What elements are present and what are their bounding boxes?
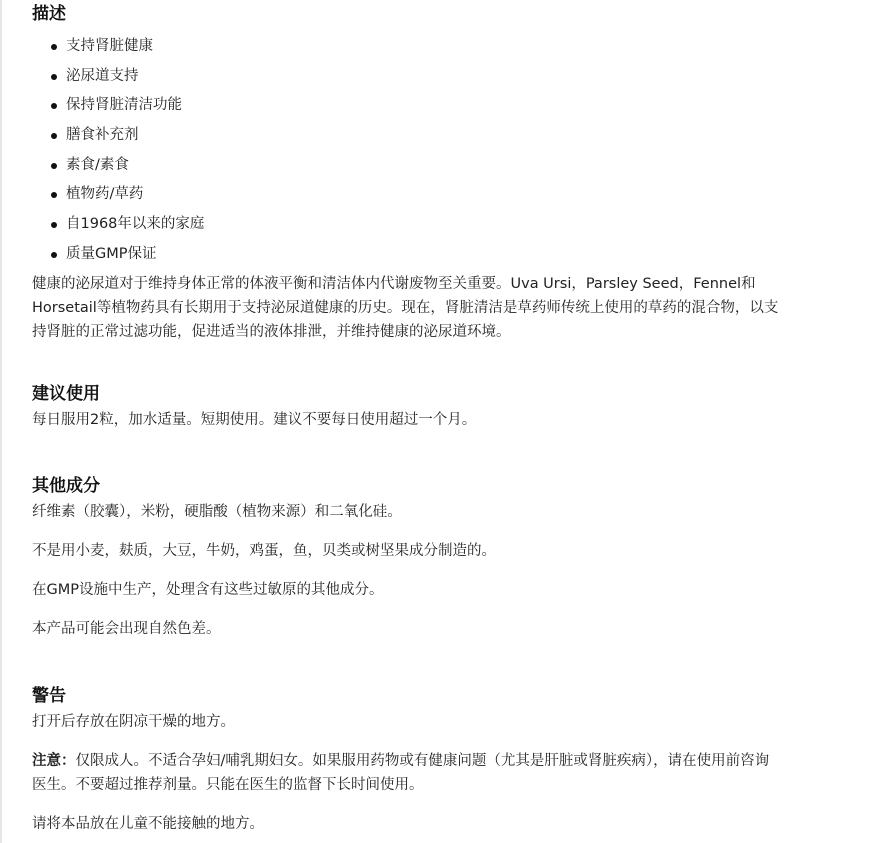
description-text-line: Horsetail等植物药具有长期用于支持泌尿道健康的历史。现在，肾脏清洁是草药师传统上使用的草药的混合物，以支 bbox=[32, 300, 779, 316]
list-item: 质量GMP保证 bbox=[50, 240, 852, 270]
list-item: 保持肾脏清洁功能 bbox=[50, 91, 852, 121]
bullet-icon bbox=[51, 222, 57, 228]
list-item: 素食/素食 bbox=[50, 151, 852, 181]
description-paragraph bbox=[32, 272, 852, 344]
bullet-icon bbox=[51, 192, 57, 198]
usage-heading: 建议使用 bbox=[32, 384, 100, 404]
list-item: 支持肾脏健康 bbox=[50, 32, 852, 62]
facility-text: 在GMP设施中生产，处理含有这些过敏原的其他成分。 bbox=[32, 582, 384, 598]
description-bullet-list bbox=[32, 32, 852, 270]
list-item: 膳食补充剂 bbox=[50, 121, 852, 151]
ingredients-text: 纤维素（胶囊），米粉，硬脂酸（植物来源）和二氧化硅。 bbox=[32, 504, 402, 520]
warnings-section bbox=[32, 684, 852, 836]
description-text-line: 健康的泌尿道对于维持身体正常的体液平衡和清洁体内代谢废物至关重要。Uva Ursi，Parsley Seed，Fennel和 bbox=[32, 276, 756, 292]
allergen-text: 不是用小麦，麸质，大豆，牛奶，鸡蛋，鱼，贝类或树坚果成分制造的。 bbox=[32, 543, 496, 559]
list-item: 自1968年以来的家庭 bbox=[50, 210, 852, 240]
description-heading: 描述 bbox=[32, 4, 66, 24]
caution-text-continued: 医生。不要超过推荐剂量。只能在医生的监督下长时间使用。 bbox=[32, 777, 424, 793]
caution-label: 注意： bbox=[32, 753, 76, 769]
storage-text: 打开后存放在阴凉干燥的地方。 bbox=[32, 714, 235, 730]
bullet-icon bbox=[51, 252, 57, 258]
list-item: 泌尿道支持 bbox=[50, 62, 852, 92]
bullet-icon bbox=[51, 163, 57, 169]
description-text-line: 持肾脏的正常过滤功能，促进适当的液体排泄，并维持健康的泌尿道环境。 bbox=[32, 324, 511, 340]
bullet-icon bbox=[51, 133, 57, 139]
caution-text: 注意：仅限成人。不适合孕妇/哺乳期妇女。如果服用药物或有健康问题（尤其是肝脏或肾脏疾病），请在使用前咨询 bbox=[32, 753, 770, 769]
usage-section bbox=[32, 382, 852, 432]
other-ingredients-section bbox=[32, 474, 852, 641]
left-border bbox=[0, 0, 2, 843]
usage-text: 每日服用2粒，加水适量。短期使用。建议不要每日使用超过一个月。 bbox=[32, 412, 477, 428]
other-ingredients-heading: 其他成分 bbox=[32, 476, 100, 496]
bullet-icon bbox=[51, 44, 57, 50]
list-item: 植物药/草药 bbox=[50, 180, 852, 210]
bullet-icon bbox=[51, 103, 57, 109]
bullet-icon bbox=[51, 74, 57, 80]
description-section bbox=[32, 2, 852, 270]
children-warning-text: 请将本品放在儿童不能接触的地方。 bbox=[32, 816, 264, 832]
warnings-heading: 警告 bbox=[32, 686, 66, 706]
color-variation-text: 本产品可能会出现自然色差。 bbox=[32, 621, 221, 637]
